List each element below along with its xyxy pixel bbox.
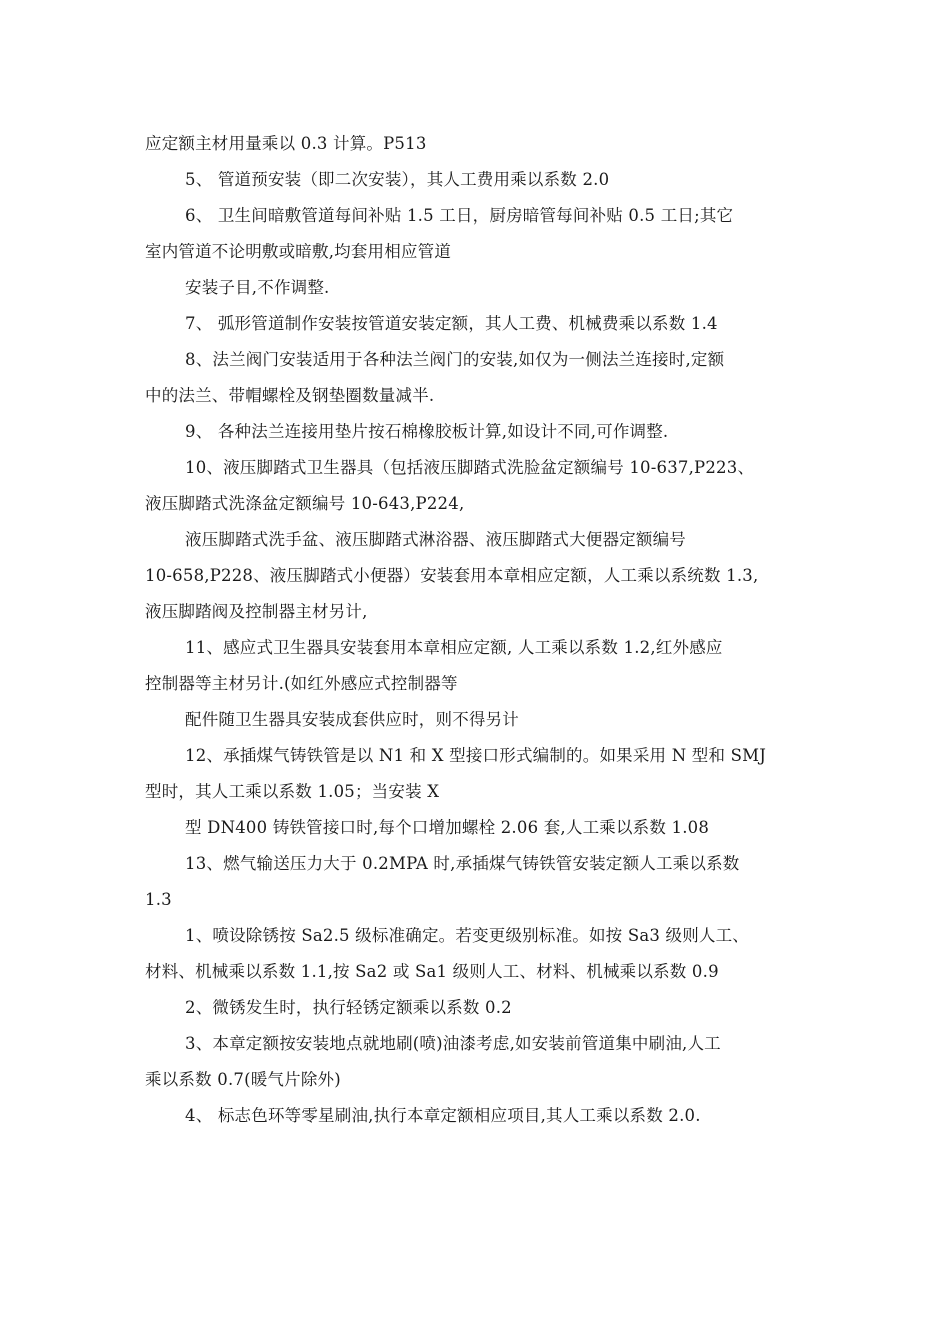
text-line: 配件随卫生器具安装成套供应时，则不得另计 [185,710,519,729]
text-line: 6、 卫生间暗敷管道每间补贴 1.5 工日，厨房暗管每间补贴 0.5 工日;其它 [185,206,734,225]
text-line: 材料、机械乘以系数 1.1,按 Sa2 或 Sa1 级则人工、材料、机械乘以系数 0.9 [145,962,719,981]
text-line: 应定额主材用量乘以 0.3 计算。P513 [145,134,427,153]
text-line: 11、感应式卫生器具安装套用本章相应定额, 人工乘以系数 1.2,红外感应 [185,638,723,657]
document-body [145,126,813,1134]
text-line: 10-658,P228、液压脚踏式小便器）安装套用本章相应定额，人工乘以系统数 1.3, [145,566,759,585]
text-line: 5、 管道预安装（即二次安装），其人工费用乘以系数 2.0 [185,170,610,189]
text-line: 13、燃气输送压力大于 0.2MPA 时,承插煤气铸铁管安装定额人工乘以系数 [185,854,740,873]
text-line: 8、法兰阀门安装适用于各种法兰阀门的安装,如仅为一侧法兰连接时,定额 [185,350,725,369]
text-line: 型时，其人工乘以系数 1.05；当安装 X [145,782,440,801]
text-line: 液压脚踏式洗涤盆定额编号 10-643,P224, [145,494,465,513]
text-line: 9、 各种法兰连接用垫片按石棉橡胶板计算,如设计不同,可作调整. [185,422,669,441]
text-line: 1.3 [145,890,172,909]
text-line: 4、 标志色环等零星刷油,执行本章定额相应项目,其人工乘以系数 2.0. [185,1106,701,1125]
text-line: 2、微锈发生时，执行轻锈定额乘以系数 0.2 [185,998,512,1017]
text-line: 液压脚踏式洗手盆、液压脚踏式淋浴器、液压脚踏式大便器定额编号 [185,530,686,549]
text-line: 乘以系数 0.7(暖气片除外) [145,1070,341,1089]
text-line: 安装子目,不作调整. [185,278,330,297]
text-line: 型 DN400 铸铁管接口时,每个口增加螺栓 2.06 套,人工乘以系数 1.08 [185,818,710,837]
text-line: 控制器等主材另计.(如红外感应式控制器等 [145,674,458,693]
text-line: 12、承插煤气铸铁管是以 N1 和 X 型接口形式编制的。如果采用 N 型和 SMJ [185,746,767,765]
text-line: 液压脚踏阀及控制器主材另计, [145,602,368,621]
text-line: 1、喷设除锈按 Sa2.5 级标准确定。若变更级别标准。如按 Sa3 级则人工、 [185,926,749,945]
text-line: 7、 弧形管道制作安装按管道安装定额，其人工费、机械费乘以系数 1.4 [185,314,718,333]
text-line: 10、液压脚踏式卫生器具（包括液压脚踏式洗脸盆定额编号 10-637,P223、 [185,458,755,477]
text-line: 室内管道不论明敷或暗敷,均套用相应管道 [145,242,452,261]
text-line: 3、本章定额按安装地点就地刷(喷)油漆考虑,如安装前管道集中刷油,人工 [185,1034,721,1053]
text-line: 中的法兰、带帽螺栓及钢垫圈数量减半. [145,386,435,405]
